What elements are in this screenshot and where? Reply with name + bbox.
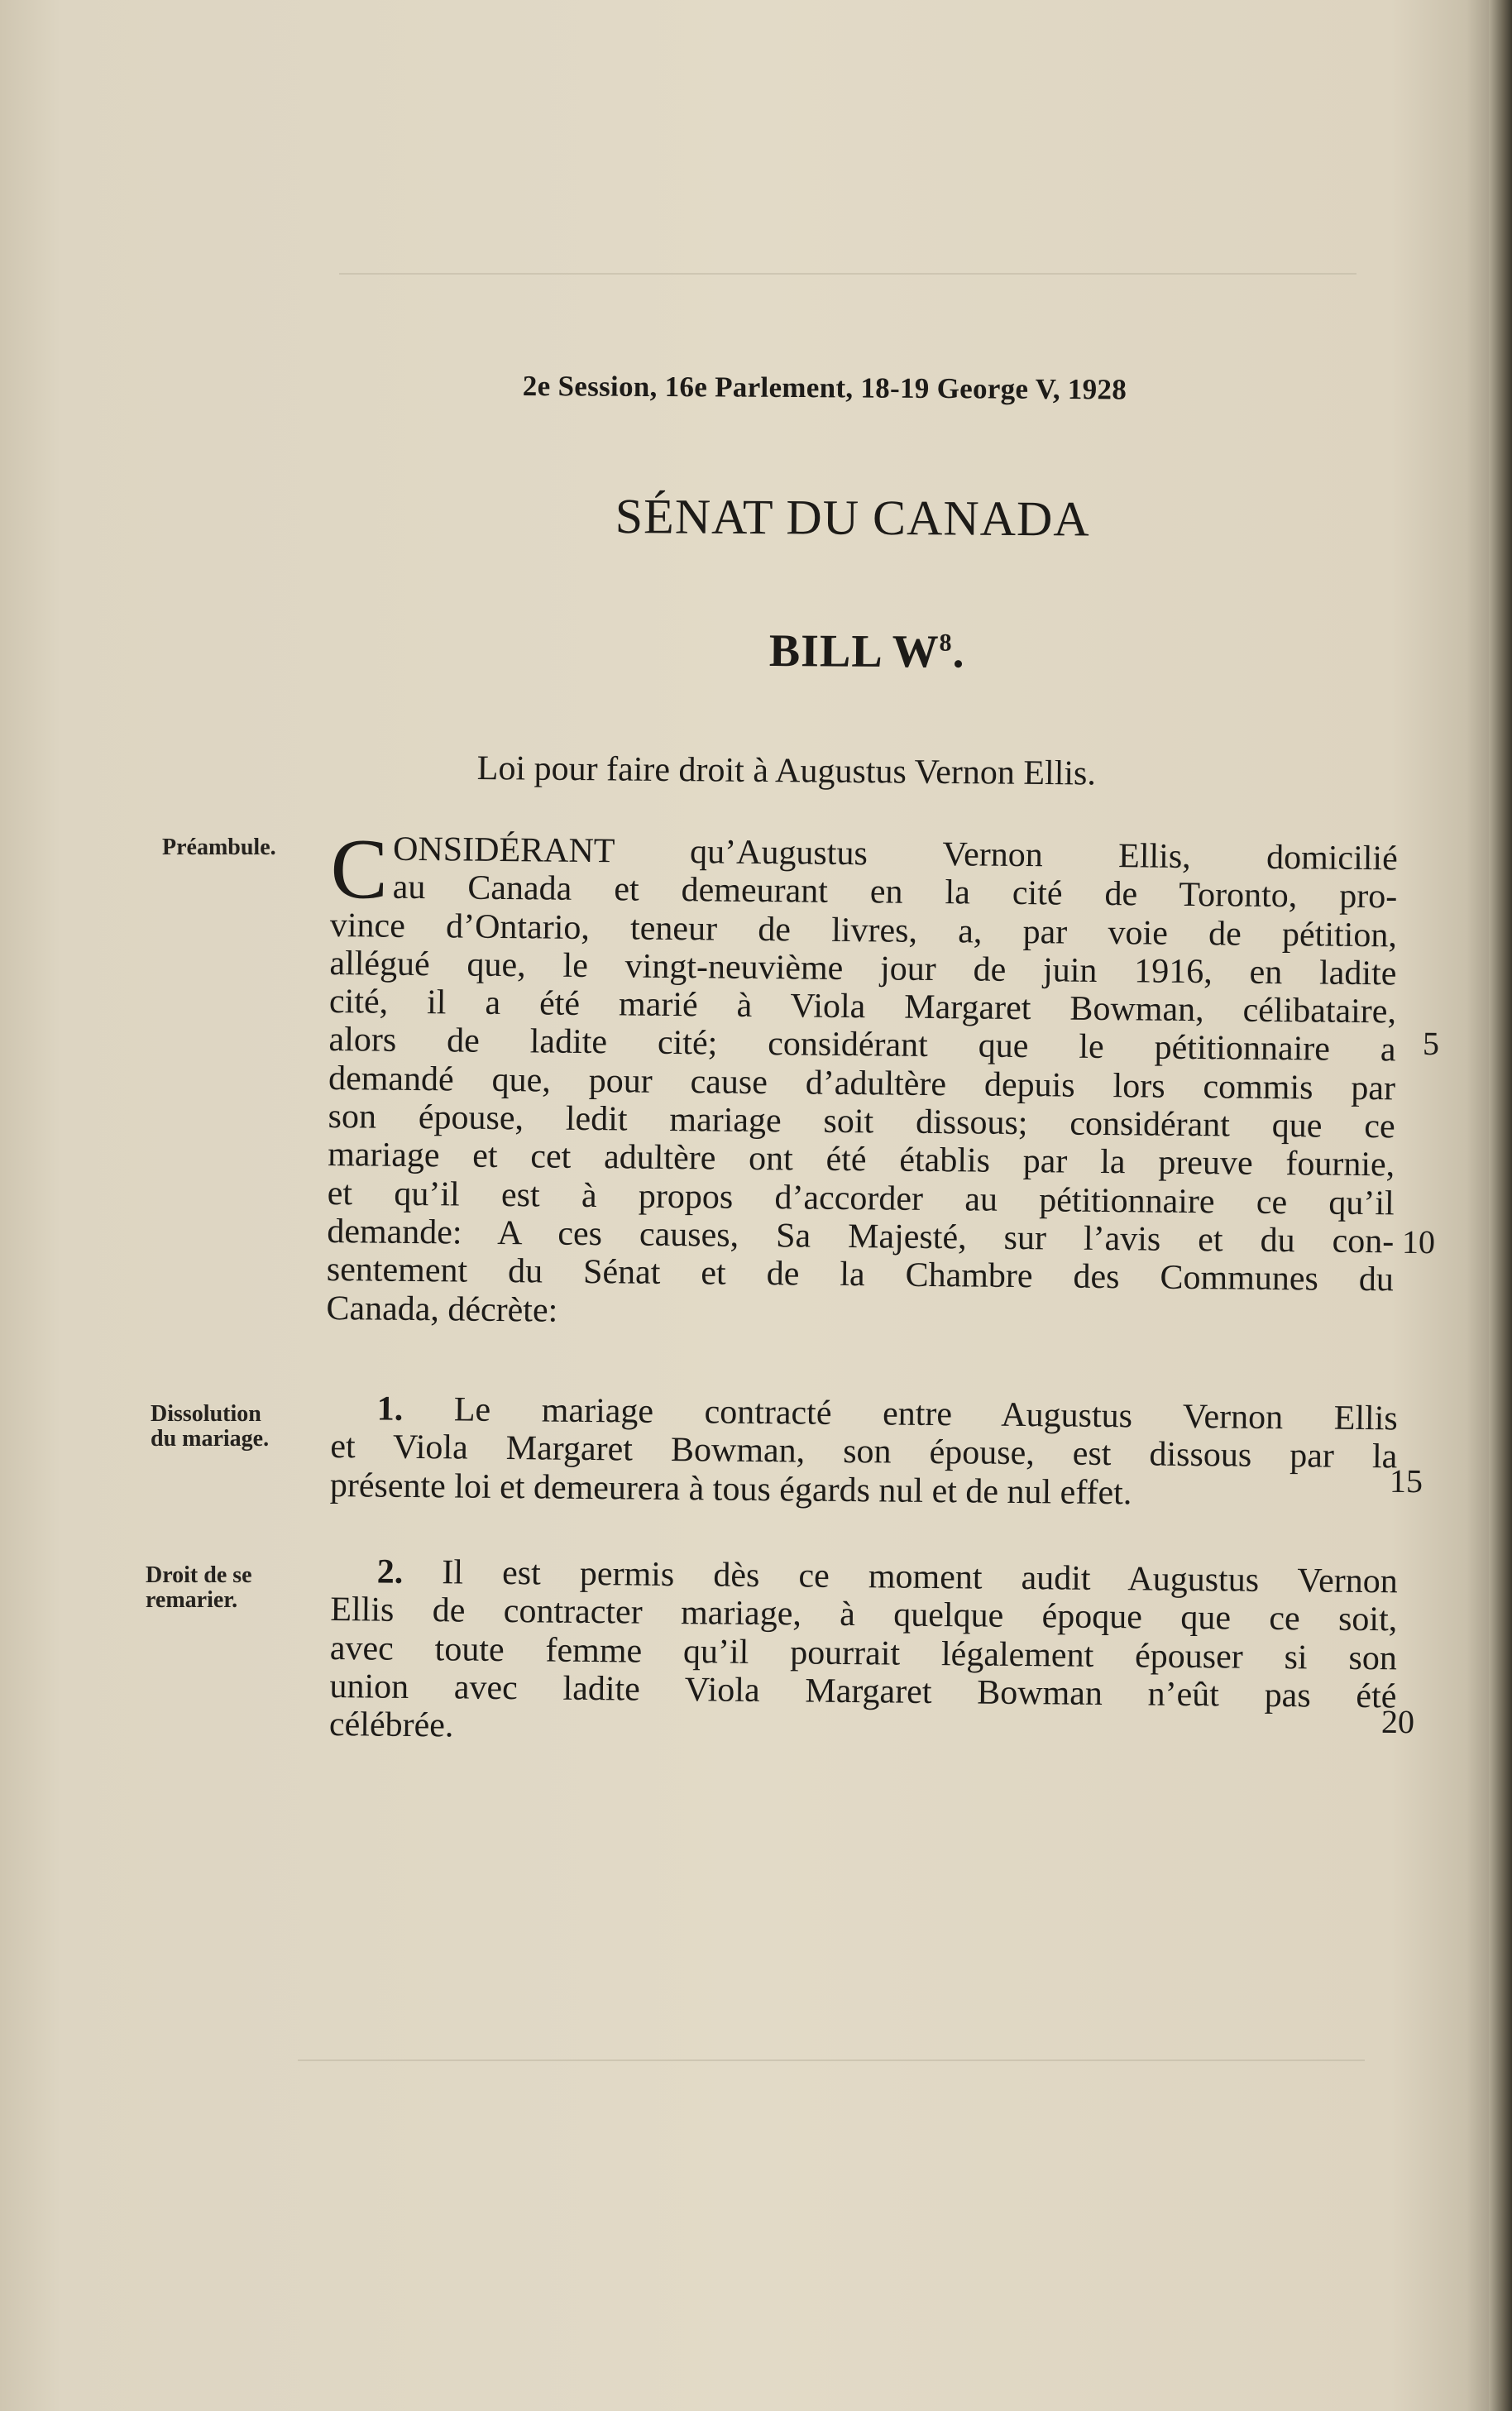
chamber-title: SÉNAT DU CANADA xyxy=(615,489,1090,547)
line-number-20: 20 xyxy=(1380,1702,1415,1741)
section-line: avec toute femme qu’il pourrait légalement épouser si son xyxy=(329,1629,1398,1677)
section-line-text: Il est permis dès ce moment audit Augustus Vernon xyxy=(442,1553,1398,1601)
preamble-line: alors de ladite cité; considérant que le pétitionnaire a xyxy=(328,1021,1396,1069)
bleed-rule-top xyxy=(339,273,1356,275)
preamble-line: au Canada et demeurant en la cité de Toronto, pro- xyxy=(392,868,1398,916)
preamble-line: son épouse, ledit mariage soit dissous; considérant que ce xyxy=(328,1098,1395,1146)
section-number: 1. xyxy=(376,1390,404,1428)
section-1-text xyxy=(330,1390,1398,1514)
margin-note-line: Droit de se xyxy=(146,1562,252,1588)
section-line: Ellis de contracter mariage, à quelque époque que ce soit, xyxy=(330,1591,1398,1639)
margin-note-preamble: Préambule. xyxy=(162,835,276,860)
session-header: 2e Session, 16e Parlement, 18-19 George V, 1928 xyxy=(522,370,1127,406)
preamble-line: demande: A ces causes, Sa Majesté, sur l’avis et du con- xyxy=(327,1212,1395,1261)
section-line: présente loi et demeurera à tous égards nul et de nul effet. xyxy=(329,1466,1132,1512)
preamble-line: sentement du Sénat et de la Chambre des Communes du xyxy=(326,1251,1395,1299)
margin-note-line: Dissolution xyxy=(151,1401,261,1427)
margin-note-line: remarier. xyxy=(146,1587,238,1613)
section-line: célébrée. xyxy=(328,1705,454,1745)
preamble-line: Canada, décrète: xyxy=(326,1289,558,1330)
preamble-line: cité, il a été marié à Viola Margaret Bowman, célibataire, xyxy=(328,983,1397,1031)
margin-note-remarriage xyxy=(146,1563,252,1613)
preamble-line: mariage et cet adultère ont été établis par la preuve fournie, xyxy=(328,1136,1395,1184)
margin-note-line: du mariage. xyxy=(151,1426,270,1452)
margin-note-dissolution xyxy=(151,1402,269,1452)
section-2-text xyxy=(329,1552,1398,1754)
preamble-text xyxy=(326,821,1398,1337)
preamble-line: demandé que, pour cause d’adultère depuis lors commis par xyxy=(328,1059,1396,1108)
bleed-rule-bottom xyxy=(298,2059,1365,2061)
drop-cap: C xyxy=(329,821,389,917)
line-number-15: 15 xyxy=(1389,1461,1423,1500)
binding-spine xyxy=(1489,0,1512,2411)
preamble-line: et qu’il est à propos d’accorder au pétitionnaire ce qu’il xyxy=(327,1174,1395,1223)
bill-period: . xyxy=(952,626,965,678)
line-number-5: 5 xyxy=(1422,1024,1440,1063)
preamble-line: vince d’Ontario, teneur de livres, a, par voie de pétition, xyxy=(329,906,1398,954)
bill-superscript: 8 xyxy=(939,629,953,657)
bill-title xyxy=(769,624,965,678)
section-number: 2. xyxy=(376,1552,404,1591)
section-line-text: Le mariage contracté entre Augustus Vernon Ellis xyxy=(453,1390,1398,1438)
bill-label: BILL W xyxy=(768,625,940,678)
preamble-line: ONSIDÉRANT qu’Augustus Vernon Ellis, domicilié xyxy=(392,830,1398,878)
section-line: union avec ladite Viola Margaret Bowman n’eût pas été xyxy=(329,1667,1397,1716)
preamble-line: allégué que, le vingt-neuvième jour de juin 1916, en ladite xyxy=(329,944,1397,993)
section-line: et Viola Margaret Bowman, son épouse, est dissous par la xyxy=(330,1428,1398,1476)
line-number-10: 10 xyxy=(1401,1222,1436,1261)
bill-subtitle: Loi pour faire droit à Augustus Vernon Ellis. xyxy=(476,749,1097,793)
